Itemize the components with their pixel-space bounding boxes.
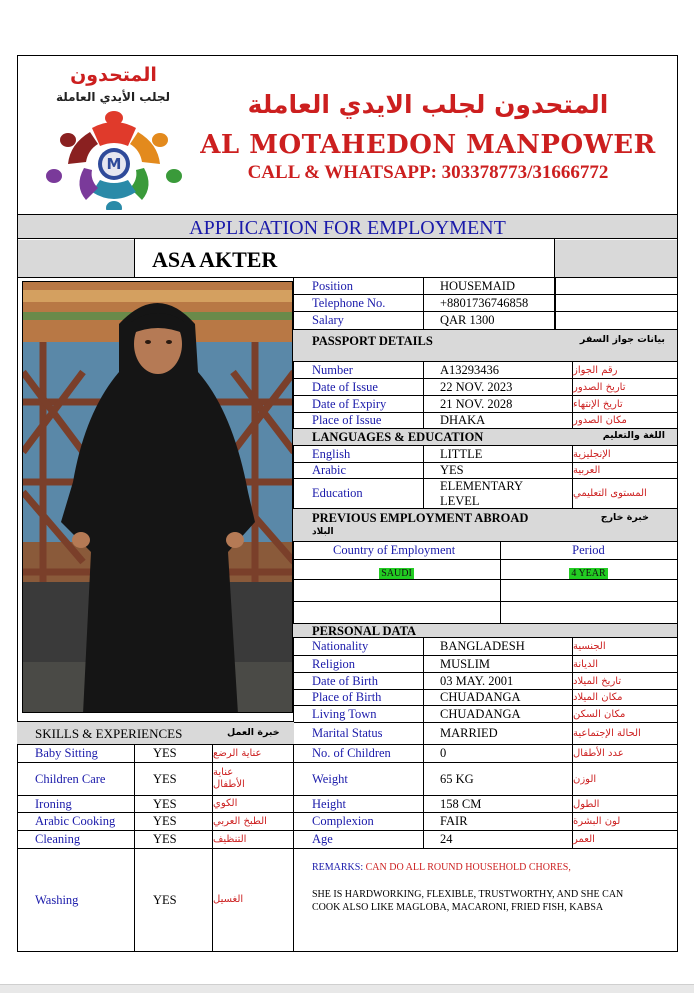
skills-title: SKILLS & EXPERIENCES [35,727,183,740]
prev-row-1 [293,560,677,580]
previous-employment-header [293,509,677,542]
skill-row-washing: Washing YES الغسيل [17,849,293,951]
skill-row-children-care: Children Care YES عناية الأطفال [17,763,293,796]
remarks-box [294,849,677,951]
personal-row-marital: Marital Status MARRIED الحالة الإجتماعية [293,723,677,745]
skills-section-header [17,721,294,745]
passport-section-header [293,329,677,362]
previous-employment-title-ar2: البلاد [312,527,334,537]
personal-title: PERSONAL DATA [312,624,417,638]
education-level-line1: ELEMENTARY [440,478,524,493]
company-title-arabic: المتحدون لجلب الايدي العاملة [247,90,609,119]
company-title-english: AL MOTAHEDON MANPOWER [200,130,656,160]
prev-country-value: SAUDI [381,568,412,579]
name-row-right [555,240,677,278]
contact-line: CALL & WHATSAPP: 303378773/31666772 [247,162,609,183]
education-row: Education ELEMENTARY LEVEL المستوى التعليمي [293,479,677,509]
form-title: APPLICATION FOR EMPLOYMENT [189,217,506,239]
job-row-position: Position HOUSEMAID [293,278,677,295]
skill-row-baby-sitting: Baby Sitting YES عناية الرضع [17,745,293,763]
remarks-line3: COOK ALSO LIKE MAGLOBA, MACARONI, FRIED FISH, KABSA [312,902,604,913]
prev-row-2 [293,580,677,602]
prev-col-headers [293,542,677,560]
previous-employment-title-ar: خبرة خارج [600,512,649,523]
skill-row-cleaning: Cleaning YES التنظيف [17,831,293,849]
job-row-telephone: Telephone No. +8801736746858 [293,295,677,312]
skill-row-arabic-cooking: Arabic Cooking YES الطبخ العربي [17,813,293,831]
passport-title-ar: بيانات جواز السفر [579,334,665,345]
personal-row-height: Height 158 CM الطول [293,796,677,813]
personal-section-header [293,624,677,638]
passport-row-place: Place of Issue DHAKA مكان الصدور [293,413,677,429]
prev-row-3 [293,602,677,624]
personal-row-complexion: Complexion FAIR لون البشرة [293,813,677,831]
photo-image [23,282,293,713]
skill-row-ironing: Ironing YES الكوي [17,796,293,813]
applicant-photo [22,281,293,713]
passport-row-expiry: Date of Expiry 21 NOV. 2028 تاريخ الإنتهاء [293,396,677,413]
passport-row-issue: Date of Issue 22 NOV. 2023 تاريخ الصدور [293,379,677,396]
applicant-name: ASA AKTER [152,247,278,272]
personal-row-pob: Place of Birth CHUADANGA مكان الميلاد [293,690,677,706]
logo-letter: M [106,155,122,173]
personal-row-weight: Weight 65 KG الوزن [293,763,677,796]
col-period-header: Period [572,544,605,557]
personal-row-dob: Date of Birth 03 MAY. 2001 تاريخ الميلاد [293,673,677,690]
language-row-arabic: Arabic YES العربية [293,463,677,479]
personal-row-living-town: Living Town CHUADANGA مكان السكن [293,706,677,723]
page-bottom-strip [0,984,694,993]
education-level-line2: LEVEL [440,493,480,508]
logo-arabic-subtitle: لجلب الأيدي العاملة [55,90,171,104]
languages-section-header [293,429,677,446]
language-row-english: English LITTLE الإنجليزية [293,446,677,463]
passport-row-number: Number A13293436 رقم الجواز [293,362,677,379]
col-country-header: Country of Employment [333,544,456,557]
name-row-left [18,240,134,278]
prev-period-value: 4 YEAR [571,568,606,579]
remarks-label: REMARKS: [312,862,364,873]
form-title-bar [18,214,677,239]
personal-row-children: No. of Children 0 عدد الأطفال [293,745,677,763]
job-row-salary: Salary QAR 1300 [293,312,677,329]
languages-title: LANGUAGES & EDUCATION [312,430,484,444]
skills-title-ar: خبرة العمل [227,727,280,738]
personal-row-nationality: Nationality BANGLADESH الجنسية [293,638,677,656]
personal-row-religion: Religion MUSLIM الديانة [293,656,677,673]
company-logo [28,62,198,212]
remarks-line1: CAN DO ALL ROUND HOUSEHOLD CHORES, [365,862,571,873]
previous-employment-title: PREVIOUS EMPLOYMENT ABROAD [312,511,529,525]
remarks-line2: SHE IS HARDWORKING, FLEXIBLE, TRUSTWORTHY, AND SHE CAN [312,889,624,900]
passport-title: PASSPORT DETAILS [312,334,433,348]
languages-title-ar: اللغة والتعليم [602,430,665,441]
personal-row-age: Age 24 العمر [293,831,677,849]
logo-arabic-name: المتحدون [70,64,157,86]
name-row [134,239,555,278]
header [18,56,677,214]
